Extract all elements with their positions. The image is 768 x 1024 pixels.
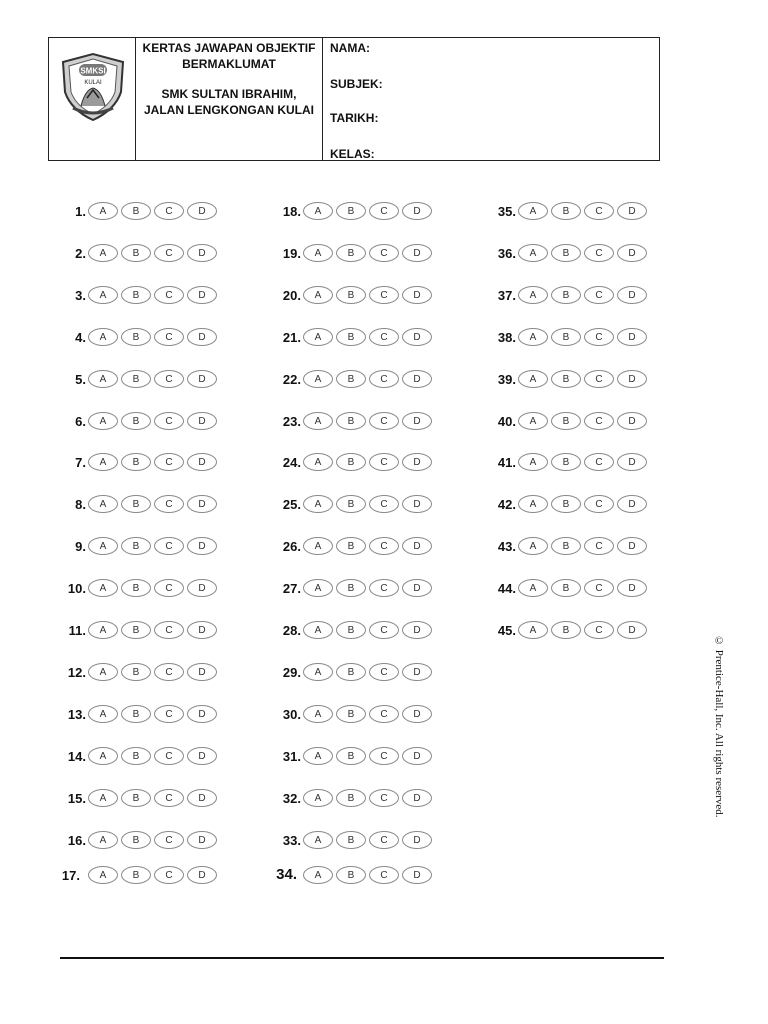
option-bubbles bbox=[88, 621, 220, 639]
answer-bubble-a[interactable]: A bbox=[303, 621, 333, 639]
question-number: 30. bbox=[282, 706, 301, 722]
answer-bubble-d[interactable]: D bbox=[187, 202, 217, 220]
answer-bubble-d[interactable]: D bbox=[187, 705, 217, 723]
answer-bubble-b[interactable]: B bbox=[121, 621, 151, 639]
answer-bubble-c[interactable]: C bbox=[369, 789, 399, 807]
answer-bubble-c[interactable]: C bbox=[154, 537, 184, 555]
answer-bubble-d[interactable]: D bbox=[187, 412, 217, 430]
answer-bubble-d[interactable]: D bbox=[402, 537, 432, 555]
question-number: 2. bbox=[75, 245, 86, 261]
answer-bubble-d[interactable]: D bbox=[187, 621, 217, 639]
answer-bubble-b[interactable]: B bbox=[551, 370, 581, 388]
answer-bubble-a[interactable]: A bbox=[518, 621, 548, 639]
answer-bubble-a[interactable]: A bbox=[518, 328, 548, 346]
answer-bubble-c[interactable]: C bbox=[369, 747, 399, 765]
answer-bubble-c[interactable]: C bbox=[584, 286, 614, 304]
answer-bubble-c[interactable]: C bbox=[154, 789, 184, 807]
field-tarikh[interactable]: TARIKH: bbox=[330, 111, 379, 125]
answer-bubble-a[interactable]: A bbox=[518, 286, 548, 304]
answer-bubble-a[interactable]: A bbox=[518, 537, 548, 555]
option-bubbles bbox=[303, 244, 435, 262]
answer-bubble-c[interactable]: C bbox=[369, 412, 399, 430]
answer-bubble-a[interactable]: A bbox=[518, 579, 548, 597]
answer-bubble-c[interactable]: C bbox=[584, 579, 614, 597]
question-number: 12. bbox=[67, 664, 86, 680]
question-number: 15. bbox=[67, 790, 86, 806]
answer-bubble-d[interactable]: D bbox=[402, 621, 432, 639]
answer-bubble-b[interactable]: B bbox=[336, 747, 366, 765]
answer-bubble-b[interactable]: B bbox=[551, 537, 581, 555]
question-number: 36. bbox=[497, 245, 516, 261]
answer-bubble-c[interactable]: C bbox=[369, 537, 399, 555]
answer-bubble-b[interactable]: B bbox=[551, 495, 581, 513]
answer-bubble-b[interactable]: B bbox=[121, 579, 151, 597]
answer-bubble-a[interactable]: A bbox=[303, 831, 333, 849]
answer-bubble-d[interactable]: D bbox=[402, 579, 432, 597]
option-bubbles bbox=[303, 866, 435, 884]
answer-bubble-a[interactable]: A bbox=[303, 579, 333, 597]
answer-bubble-c[interactable]: C bbox=[369, 866, 399, 884]
answer-bubble-a[interactable]: A bbox=[303, 286, 333, 304]
question-number: 40. bbox=[497, 413, 516, 429]
question-number: 19. bbox=[282, 245, 301, 261]
question-number: 25. bbox=[282, 497, 301, 513]
logo-cell bbox=[49, 38, 136, 160]
question-number: 41. bbox=[497, 455, 516, 471]
answer-bubble-b[interactable]: B bbox=[336, 831, 366, 849]
answer-bubble-a[interactable]: A bbox=[303, 537, 333, 555]
answer-bubble-b[interactable]: B bbox=[121, 328, 151, 346]
answer-bubble-c[interactable]: C bbox=[369, 244, 399, 262]
option-bubbles bbox=[88, 537, 220, 555]
answer-bubble-a[interactable]: A bbox=[88, 579, 118, 597]
question-number: 4. bbox=[75, 329, 86, 345]
school-line-1: SMK SULTAN IBRAHIM, bbox=[161, 87, 297, 101]
answer-bubble-a[interactable]: A bbox=[303, 370, 333, 388]
question-number: 1. bbox=[75, 204, 86, 219]
option-bubbles bbox=[518, 621, 650, 639]
answer-bubble-a[interactable]: A bbox=[518, 453, 548, 471]
answer-bubble-a[interactable]: A bbox=[88, 831, 118, 849]
answer-bubble-b[interactable]: B bbox=[336, 866, 366, 884]
answer-bubble-b[interactable]: B bbox=[121, 831, 151, 849]
answer-bubble-a[interactable]: A bbox=[88, 453, 118, 471]
answer-bubble-d[interactable]: D bbox=[402, 789, 432, 807]
answer-bubble-c[interactable]: C bbox=[154, 370, 184, 388]
option-bubbles bbox=[518, 244, 650, 262]
question-number: 20. bbox=[282, 287, 301, 303]
option-bubbles bbox=[88, 328, 220, 346]
question-number: 32. bbox=[282, 790, 301, 806]
answer-bubble-a[interactable]: A bbox=[88, 747, 118, 765]
answer-bubble-c[interactable]: C bbox=[154, 747, 184, 765]
question-number: 5. bbox=[75, 371, 86, 387]
answer-bubble-d[interactable]: D bbox=[402, 831, 432, 849]
answer-bubble-a[interactable]: A bbox=[518, 244, 548, 262]
question-number: 22. bbox=[282, 371, 301, 387]
answer-bubble-d[interactable]: D bbox=[402, 663, 432, 681]
answer-bubble-c[interactable]: C bbox=[369, 328, 399, 346]
answer-bubble-c[interactable]: C bbox=[154, 831, 184, 849]
question-number: 8. bbox=[75, 497, 86, 513]
answer-bubble-b[interactable]: B bbox=[121, 495, 151, 513]
answer-bubble-b[interactable]: B bbox=[336, 328, 366, 346]
answer-bubble-a[interactable]: A bbox=[518, 370, 548, 388]
answer-bubble-d[interactable]: D bbox=[187, 747, 217, 765]
answer-bubble-c[interactable]: C bbox=[154, 202, 184, 220]
option-bubbles bbox=[518, 370, 650, 388]
svg-text:KULAI: KULAI bbox=[84, 80, 102, 86]
option-bubbles bbox=[88, 244, 220, 262]
option-bubbles bbox=[303, 495, 435, 513]
question-number: 38. bbox=[497, 329, 516, 345]
question-number: 23. bbox=[282, 413, 301, 429]
answer-bubble-b[interactable]: B bbox=[336, 705, 366, 723]
answer-bubble-d[interactable]: D bbox=[617, 537, 647, 555]
answer-bubble-b[interactable]: B bbox=[551, 286, 581, 304]
option-bubbles bbox=[303, 747, 435, 765]
answer-bubble-c[interactable]: C bbox=[154, 866, 184, 884]
answer-bubble-c[interactable]: C bbox=[584, 328, 614, 346]
answer-bubble-a[interactable]: A bbox=[303, 866, 333, 884]
option-bubbles bbox=[303, 202, 435, 220]
answer-bubble-d[interactable]: D bbox=[187, 831, 217, 849]
answer-bubble-d[interactable]: D bbox=[402, 866, 432, 884]
answer-bubble-d[interactable]: D bbox=[617, 453, 647, 471]
answer-bubble-b[interactable]: B bbox=[121, 370, 151, 388]
answer-bubble-b[interactable]: B bbox=[336, 202, 366, 220]
option-bubbles bbox=[88, 866, 220, 884]
question-number: 45. bbox=[497, 623, 516, 638]
option-bubbles bbox=[88, 495, 220, 513]
question-number: 11. bbox=[68, 623, 86, 638]
answer-bubble-a[interactable]: A bbox=[303, 663, 333, 681]
answer-bubble-d[interactable]: D bbox=[402, 747, 432, 765]
footer-divider bbox=[60, 957, 664, 959]
question-number: 7. bbox=[75, 455, 86, 471]
answer-bubble-b[interactable]: B bbox=[121, 705, 151, 723]
copyright-notice: © Prentice-Hall, Inc. All rights reserved. bbox=[713, 635, 725, 818]
option-bubbles bbox=[88, 747, 220, 765]
answer-bubble-c[interactable]: C bbox=[584, 495, 614, 513]
answer-bubble-b[interactable]: B bbox=[551, 453, 581, 471]
question-number: 28. bbox=[282, 623, 301, 638]
answer-bubble-b[interactable]: B bbox=[336, 621, 366, 639]
question-number: 34. bbox=[276, 866, 297, 883]
answer-bubble-d[interactable]: D bbox=[187, 495, 217, 513]
option-bubbles bbox=[518, 495, 650, 513]
option-bubbles bbox=[88, 202, 220, 220]
option-bubbles bbox=[518, 286, 650, 304]
answer-bubble-d[interactable]: D bbox=[187, 789, 217, 807]
option-bubbles bbox=[518, 579, 650, 597]
answer-bubble-b[interactable]: B bbox=[336, 286, 366, 304]
option-bubbles bbox=[88, 663, 220, 681]
answer-bubble-c[interactable]: C bbox=[154, 244, 184, 262]
answer-bubble-c[interactable]: C bbox=[154, 621, 184, 639]
answer-bubble-a[interactable]: A bbox=[303, 495, 333, 513]
answer-bubble-a[interactable]: A bbox=[303, 244, 333, 262]
answer-bubble-a[interactable]: A bbox=[303, 202, 333, 220]
answer-bubble-b[interactable]: B bbox=[551, 412, 581, 430]
answer-bubble-d[interactable]: D bbox=[617, 286, 647, 304]
school-crest-logo bbox=[55, 48, 131, 124]
answer-bubble-d[interactable]: D bbox=[402, 244, 432, 262]
answer-bubble-b[interactable]: B bbox=[121, 663, 151, 681]
answer-bubble-d[interactable]: D bbox=[617, 370, 647, 388]
question-number: 18. bbox=[282, 204, 301, 219]
answer-bubble-a[interactable]: A bbox=[518, 202, 548, 220]
answer-bubble-d[interactable]: D bbox=[187, 328, 217, 346]
answer-bubble-d[interactable]: D bbox=[402, 202, 432, 220]
answer-bubble-d[interactable]: D bbox=[402, 286, 432, 304]
answer-bubble-b[interactable]: B bbox=[336, 789, 366, 807]
answer-bubble-c[interactable]: C bbox=[154, 286, 184, 304]
answer-bubble-d[interactable]: D bbox=[187, 866, 217, 884]
answer-bubble-c[interactable]: C bbox=[369, 831, 399, 849]
answer-bubble-d[interactable]: D bbox=[617, 328, 647, 346]
field-kelas[interactable]: KELAS: bbox=[330, 147, 375, 161]
answer-bubble-c[interactable]: C bbox=[584, 370, 614, 388]
answer-bubble-b[interactable]: B bbox=[336, 579, 366, 597]
option-bubbles bbox=[88, 831, 220, 849]
answer-bubble-a[interactable]: A bbox=[88, 370, 118, 388]
answer-bubble-b[interactable]: B bbox=[551, 244, 581, 262]
answer-bubble-d[interactable]: D bbox=[187, 663, 217, 681]
question-number: 29. bbox=[282, 664, 301, 680]
answer-bubble-b[interactable]: B bbox=[121, 244, 151, 262]
question-number: 24. bbox=[282, 455, 301, 471]
option-bubbles bbox=[303, 663, 435, 681]
answer-bubble-c[interactable]: C bbox=[584, 202, 614, 220]
question-number: 6. bbox=[75, 413, 86, 429]
option-bubbles bbox=[303, 286, 435, 304]
answer-bubble-c[interactable]: C bbox=[584, 412, 614, 430]
answer-bubble-c[interactable]: C bbox=[584, 537, 614, 555]
answer-bubble-b[interactable]: B bbox=[551, 579, 581, 597]
answer-bubble-d[interactable]: D bbox=[402, 370, 432, 388]
svg-text:SMKSI: SMKSI bbox=[80, 66, 106, 76]
option-bubbles bbox=[88, 579, 220, 597]
answer-bubble-c[interactable]: C bbox=[369, 286, 399, 304]
answer-bubble-b[interactable]: B bbox=[121, 453, 151, 471]
answer-bubble-c[interactable]: C bbox=[154, 705, 184, 723]
title-line-2: BERMAKLUMAT bbox=[182, 57, 276, 71]
answer-bubble-b[interactable]: B bbox=[551, 202, 581, 220]
answer-bubble-a[interactable]: A bbox=[303, 412, 333, 430]
answer-bubble-a[interactable]: A bbox=[303, 789, 333, 807]
answer-bubble-d[interactable]: D bbox=[402, 328, 432, 346]
answer-bubble-d[interactable]: D bbox=[187, 453, 217, 471]
question-number: 39. bbox=[497, 371, 516, 387]
answer-bubble-b[interactable]: B bbox=[121, 747, 151, 765]
answer-bubble-d[interactable]: D bbox=[617, 202, 647, 220]
answer-bubble-c[interactable]: C bbox=[369, 495, 399, 513]
answer-bubble-d[interactable]: D bbox=[617, 412, 647, 430]
school-line-2: JALAN LENGKONGAN KULAI bbox=[144, 103, 314, 117]
option-bubbles bbox=[303, 412, 435, 430]
answer-bubble-a[interactable]: A bbox=[88, 537, 118, 555]
option-bubbles bbox=[88, 370, 220, 388]
question-number: 3. bbox=[75, 287, 86, 303]
answer-bubble-b[interactable]: B bbox=[336, 495, 366, 513]
field-nama[interactable]: NAMA: bbox=[330, 41, 370, 55]
option-bubbles bbox=[518, 202, 650, 220]
answer-bubble-d[interactable]: D bbox=[402, 453, 432, 471]
title-line-1: KERTAS JAWAPAN OBJEKTIF bbox=[142, 41, 316, 55]
option-bubbles bbox=[303, 831, 435, 849]
answer-bubble-c[interactable]: C bbox=[584, 244, 614, 262]
question-number: 44. bbox=[497, 581, 516, 597]
answer-bubble-a[interactable]: A bbox=[88, 789, 118, 807]
question-number: 37. bbox=[497, 287, 516, 303]
answer-bubble-d[interactable]: D bbox=[617, 621, 647, 639]
option-bubbles bbox=[303, 789, 435, 807]
answer-bubble-a[interactable]: A bbox=[518, 495, 548, 513]
option-bubbles bbox=[88, 789, 220, 807]
option-bubbles bbox=[518, 537, 650, 555]
title-cell bbox=[136, 38, 323, 160]
option-bubbles bbox=[518, 328, 650, 346]
answer-bubble-d[interactable]: D bbox=[402, 412, 432, 430]
answer-bubble-a[interactable]: A bbox=[88, 244, 118, 262]
question-number: 35. bbox=[497, 204, 516, 219]
answer-bubble-c[interactable]: C bbox=[154, 495, 184, 513]
option-bubbles bbox=[303, 621, 435, 639]
answer-bubble-c[interactable]: C bbox=[584, 621, 614, 639]
option-bubbles bbox=[303, 453, 435, 471]
answer-bubble-d[interactable]: D bbox=[187, 370, 217, 388]
answer-bubble-b[interactable]: B bbox=[336, 244, 366, 262]
answer-bubble-d[interactable]: D bbox=[187, 244, 217, 262]
answer-bubble-b[interactable]: B bbox=[121, 866, 151, 884]
answer-bubble-c[interactable]: C bbox=[154, 453, 184, 471]
question-number: 14. bbox=[67, 748, 86, 764]
answer-bubble-b[interactable]: B bbox=[336, 453, 366, 471]
answer-bubble-c[interactable]: C bbox=[369, 453, 399, 471]
question-number: 26. bbox=[282, 539, 301, 555]
question-number: 16. bbox=[67, 832, 86, 848]
answer-bubble-c[interactable]: C bbox=[369, 705, 399, 723]
question-number: 10. bbox=[67, 581, 86, 597]
answer-bubble-a[interactable]: A bbox=[88, 202, 118, 220]
answer-bubble-c[interactable]: C bbox=[369, 370, 399, 388]
option-bubbles bbox=[88, 412, 220, 430]
answer-bubble-a[interactable]: A bbox=[88, 866, 118, 884]
option-bubbles bbox=[88, 705, 220, 723]
option-bubbles bbox=[88, 453, 220, 471]
answer-bubble-a[interactable]: A bbox=[518, 412, 548, 430]
answer-bubble-c[interactable]: C bbox=[369, 579, 399, 597]
answer-bubble-b[interactable]: B bbox=[121, 202, 151, 220]
option-bubbles bbox=[518, 453, 650, 471]
answer-bubble-c[interactable]: C bbox=[369, 202, 399, 220]
answer-bubble-c[interactable]: C bbox=[369, 663, 399, 681]
answer-bubble-a[interactable]: A bbox=[88, 705, 118, 723]
answer-bubble-c[interactable]: C bbox=[584, 453, 614, 471]
answer-bubble-c[interactable]: C bbox=[154, 579, 184, 597]
answer-bubble-a[interactable]: A bbox=[88, 621, 118, 639]
answer-bubble-d[interactable]: D bbox=[617, 579, 647, 597]
answer-bubble-b[interactable]: B bbox=[121, 412, 151, 430]
answer-bubble-c[interactable]: C bbox=[154, 663, 184, 681]
answer-bubble-a[interactable]: A bbox=[88, 286, 118, 304]
option-bubbles bbox=[518, 412, 650, 430]
answer-bubble-c[interactable]: C bbox=[154, 412, 184, 430]
answer-bubble-d[interactable]: D bbox=[617, 495, 647, 513]
option-bubbles bbox=[303, 370, 435, 388]
field-subjek[interactable]: SUBJEK: bbox=[330, 77, 383, 91]
fields-cell bbox=[323, 38, 659, 160]
answer-bubble-a[interactable]: A bbox=[303, 705, 333, 723]
question-number: 27. bbox=[282, 581, 301, 597]
question-number: 13. bbox=[67, 706, 86, 722]
answer-bubble-a[interactable]: A bbox=[88, 328, 118, 346]
answer-bubble-a[interactable]: A bbox=[88, 495, 118, 513]
answer-bubble-b[interactable]: B bbox=[551, 328, 581, 346]
answer-bubble-d[interactable]: D bbox=[402, 495, 432, 513]
answer-bubble-b[interactable]: B bbox=[336, 412, 366, 430]
answer-bubble-b[interactable]: B bbox=[336, 663, 366, 681]
answer-bubble-a[interactable]: A bbox=[303, 747, 333, 765]
question-number: 33. bbox=[282, 832, 301, 848]
question-number: 9. bbox=[75, 539, 86, 555]
header-table bbox=[48, 37, 660, 161]
answer-bubble-d[interactable]: D bbox=[402, 705, 432, 723]
question-number: 42. bbox=[497, 497, 516, 513]
answer-bubble-b[interactable]: B bbox=[121, 286, 151, 304]
answer-bubble-d[interactable]: D bbox=[187, 579, 217, 597]
answer-bubble-a[interactable]: A bbox=[88, 663, 118, 681]
answer-bubble-a[interactable]: A bbox=[303, 328, 333, 346]
answer-bubble-c[interactable]: C bbox=[369, 621, 399, 639]
question-number: 17. bbox=[61, 868, 80, 883]
answer-bubble-b[interactable]: B bbox=[121, 537, 151, 555]
answer-bubble-b[interactable]: B bbox=[551, 621, 581, 639]
answer-bubble-d[interactable]: D bbox=[187, 537, 217, 555]
answer-bubble-b[interactable]: B bbox=[336, 537, 366, 555]
question-number: 21. bbox=[282, 329, 301, 345]
option-bubbles bbox=[303, 705, 435, 723]
answer-bubble-a[interactable]: A bbox=[88, 412, 118, 430]
option-bubbles bbox=[303, 328, 435, 346]
question-number: 31. bbox=[282, 748, 301, 764]
question-number: 43. bbox=[497, 539, 516, 555]
answer-bubble-d[interactable]: D bbox=[617, 244, 647, 262]
answer-bubble-a[interactable]: A bbox=[303, 453, 333, 471]
answer-bubble-d[interactable]: D bbox=[187, 286, 217, 304]
answer-bubble-b[interactable]: B bbox=[336, 370, 366, 388]
option-bubbles bbox=[303, 579, 435, 597]
option-bubbles bbox=[303, 537, 435, 555]
answer-bubble-c[interactable]: C bbox=[154, 328, 184, 346]
option-bubbles bbox=[88, 286, 220, 304]
answer-bubble-b[interactable]: B bbox=[121, 789, 151, 807]
